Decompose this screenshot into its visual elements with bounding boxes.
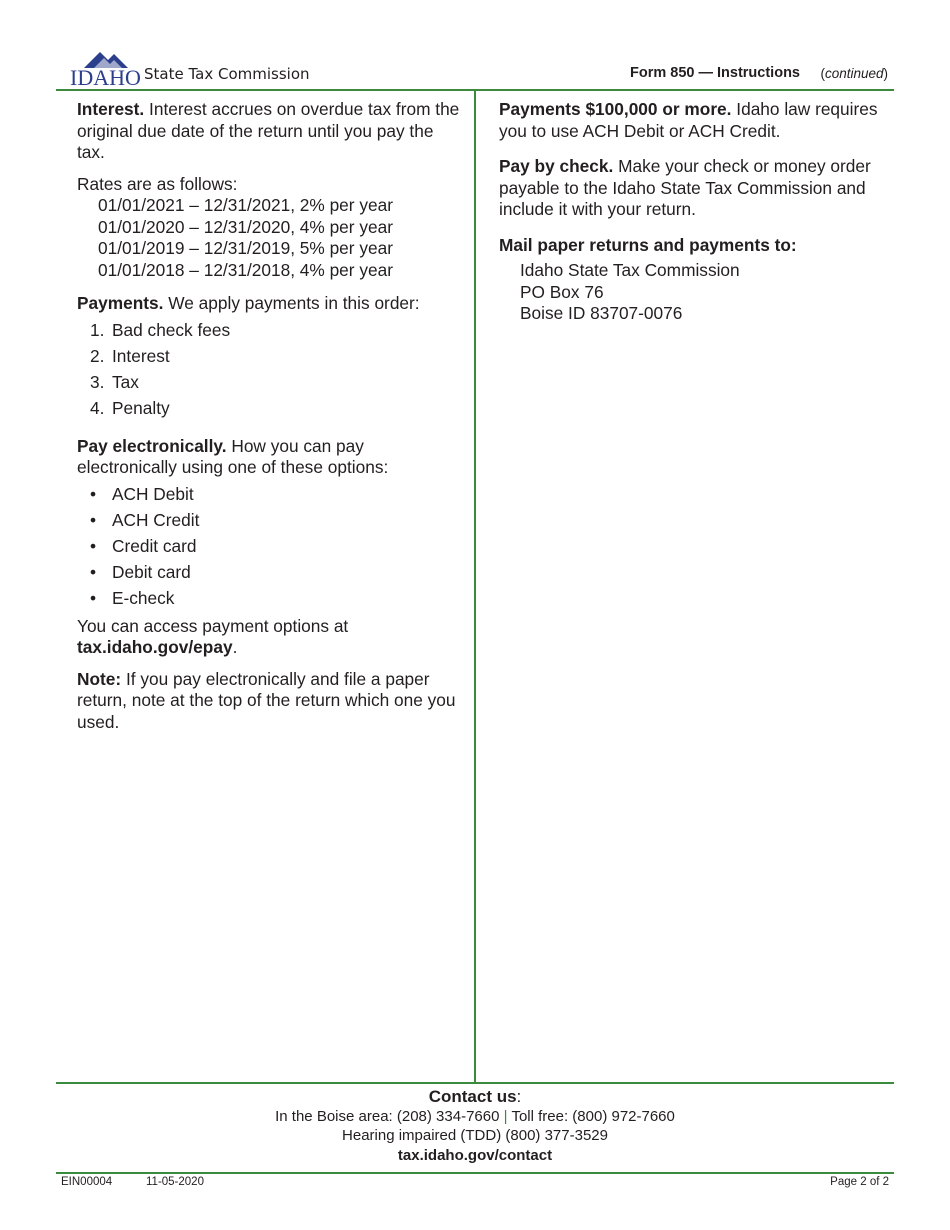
contact-link[interactable]: tax.idaho.gov/contact <box>397 1147 553 1164</box>
address-line: Boise ID 83707-0076 <box>520 303 683 323</box>
form-title: Form 850 — Instructions <box>629 65 800 81</box>
right-column <box>499 99 879 325</box>
payment-options-list <box>77 484 462 614</box>
rate-line: 01/01/2018 – 12/31/2018, 4% per year <box>98 259 393 280</box>
mailing-address <box>520 260 879 325</box>
note-paragraph: Note: If you pay electronically and file a paper return, note at the top of the return which one you used. <box>77 668 456 732</box>
page-header <box>56 44 894 90</box>
list-item: • ACH Debit <box>90 483 194 504</box>
contact-footer <box>56 1087 894 1167</box>
left-column <box>77 99 462 743</box>
idaho-logo <box>70 48 142 88</box>
mail-heading: Mail paper returns and payments to: <box>499 234 797 255</box>
access-paragraph: You can access payment options at tax.idaho.gov/epay. <box>77 615 349 657</box>
tdd-line: Hearing impaired (TDD) (800) 377-3529 <box>342 1127 608 1144</box>
rate-line: 01/01/2019 – 12/31/2019, 5% per year <box>98 238 393 258</box>
interest-paragraph: Interest. Interest accrues on overdue tax from the original due date of the return until you pay the tax. <box>77 99 460 162</box>
svg-text:IDAHO: IDAHO <box>70 65 141 88</box>
form-code: EIN00004 <box>61 1176 113 1188</box>
column-divider <box>474 91 476 1083</box>
list-item: • Debit card <box>90 561 191 582</box>
list-item: • E-check <box>90 587 175 608</box>
separator: | <box>503 1108 508 1125</box>
rates-list <box>98 195 462 281</box>
epay-link[interactable]: tax.idaho.gov/epay <box>77 637 233 657</box>
payment-order-list <box>77 320 462 424</box>
bullet-icon: • <box>90 587 97 608</box>
contact-heading: Contact us: <box>428 1087 522 1106</box>
rate-line: 01/01/2020 – 12/31/2020, 4% per year <box>98 216 393 237</box>
large-payments-paragraph: Payments $100,000 or more. Idaho law requires you to use ACH Debit or ACH Credit. <box>499 99 878 141</box>
footer-bottom-rule <box>56 1172 894 1174</box>
rate-line: 01/01/2021 – 12/31/2021, 2% per year <box>98 195 393 215</box>
list-item: 4. Penalty <box>90 397 170 418</box>
agency-name: State Tax Commission <box>144 65 310 83</box>
list-item: • Credit card <box>90 535 197 556</box>
list-item: 1. Bad check fees <box>90 319 231 340</box>
bullet-icon: • <box>90 535 97 556</box>
address-line: PO Box 76 <box>520 281 604 302</box>
address-line: Idaho State Tax Commission <box>520 260 740 280</box>
phone-line: In the Boise area: (208) 334-7660 | Toll free: (800) 972-7660 <box>275 1108 675 1125</box>
rates-intro: Rates are as follows: <box>77 173 238 194</box>
page-number: Page 2 of 2 <box>830 1176 889 1188</box>
list-item: 2. Interest <box>90 345 170 366</box>
revision-date: 11-05-2020 <box>146 1176 204 1188</box>
continued-label: (continued) <box>820 66 888 81</box>
bullet-icon: • <box>90 509 97 530</box>
bullet-icon: • <box>90 561 97 582</box>
list-item: • ACH Credit <box>90 509 200 530</box>
bullet-icon: • <box>90 483 97 504</box>
list-item: 3. Tax <box>90 371 139 392</box>
pay-by-check-paragraph: Pay by check. Make your check or money order payable to the Idaho State Tax Commission and include it with your return. <box>499 156 871 219</box>
payments-paragraph: Payments. We apply payments in this order: <box>77 293 420 313</box>
footer-top-rule <box>56 1082 894 1084</box>
pay-electronically-paragraph: Pay electronically. How you can pay electronically using one of these options: <box>77 435 389 477</box>
